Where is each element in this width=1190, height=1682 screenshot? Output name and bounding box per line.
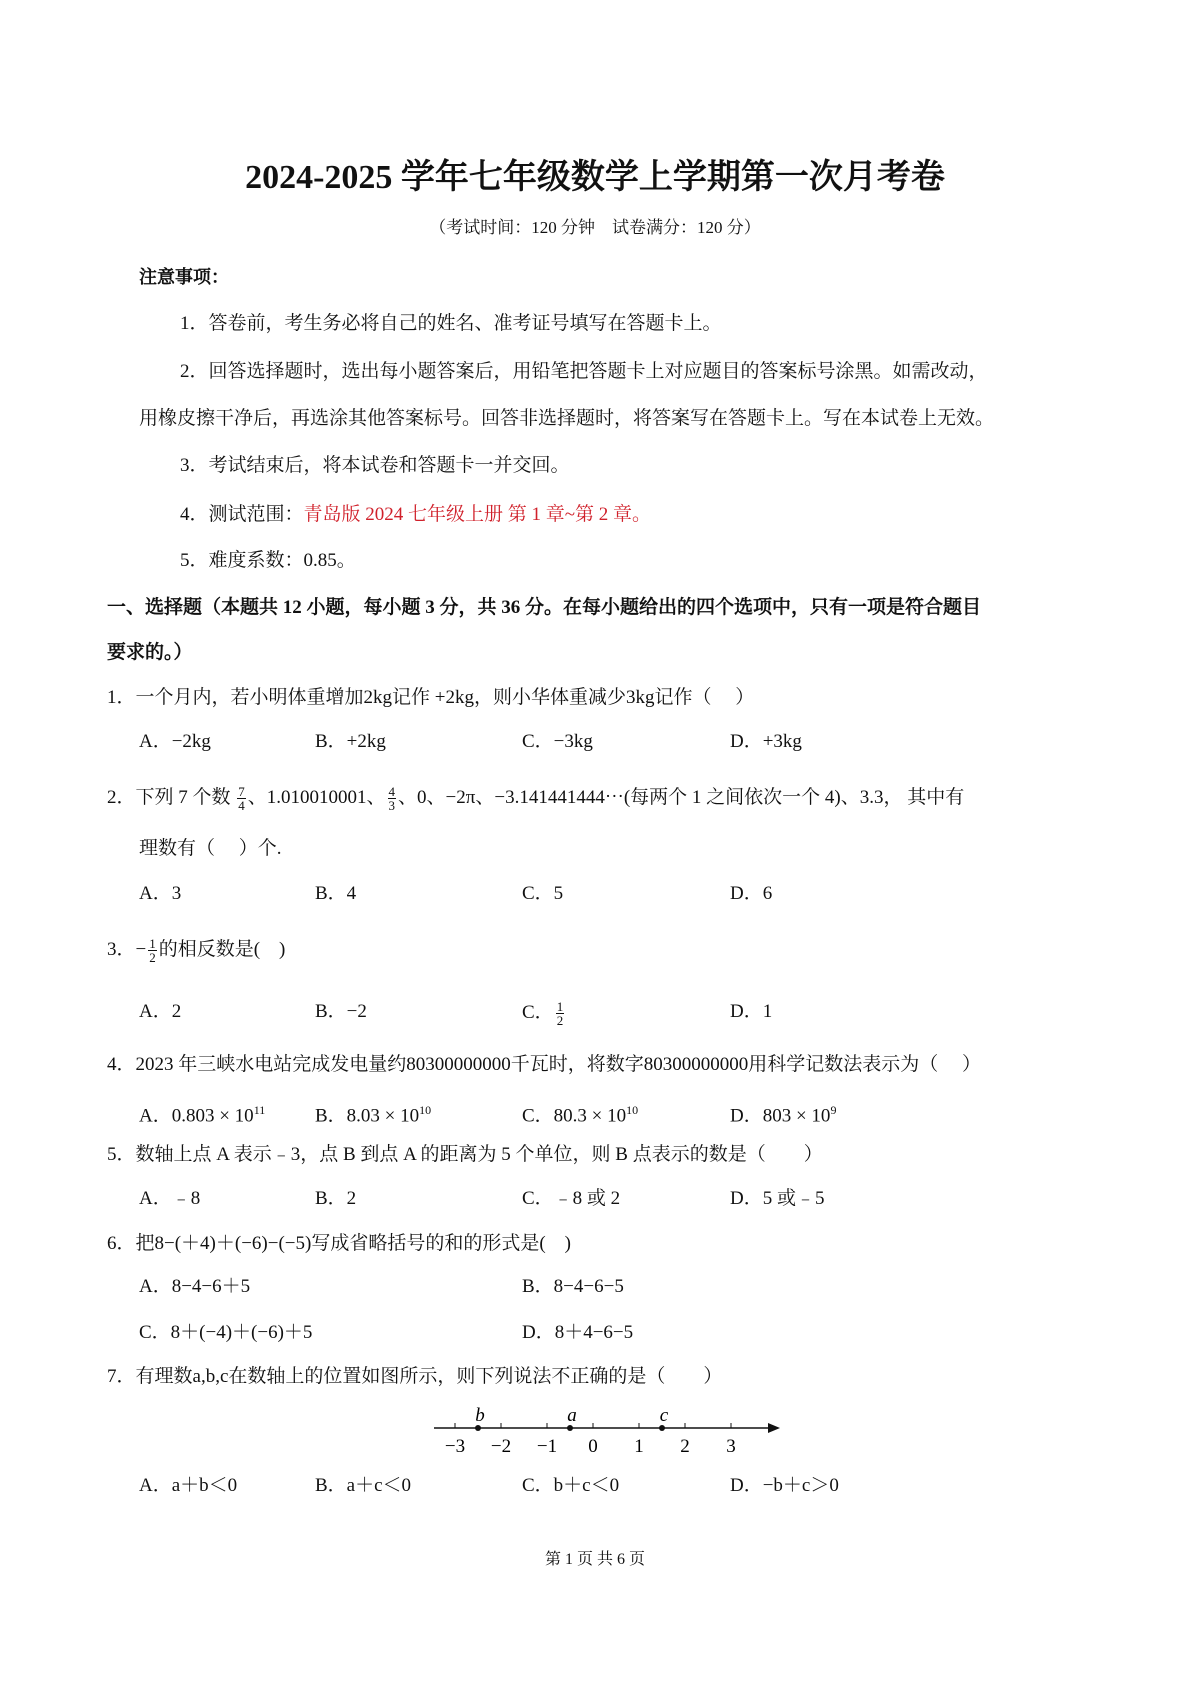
question-number: 4． [107,1054,136,1075]
option-a: A．﹣8 [139,1188,201,1209]
question-text: 下列 7 个数 [135,786,231,808]
option-a: A．3 [139,883,182,904]
question-text: 有理数a,b,c在数轴上的位置如图所示，则下列说法不正确的是（ ） [135,1366,723,1387]
option-d: D．5 或﹣5 [730,1188,825,1209]
note-3: 3．考试结束后，将本试卷和答题卡一并交回。 [180,455,570,476]
note-1: 1．答卷前，考生务必将自己的姓名、准考证号填写在答题卡上。 [180,313,722,334]
option-c: C．$80.3 \times 10^{10}$ [522,1103,639,1127]
question-number: 7． [107,1366,136,1387]
option-a: A．−2kg [139,731,211,752]
note-4 [180,503,651,527]
question-text: 、0、−2π、−3.141441444⋯(每两个 1 之间依次一个 4)、3.3， 其中有 [398,786,965,808]
option-b: B．2 [315,1188,357,1209]
note-4-label: 4．测试范围： [180,504,304,525]
question-5 [107,1143,823,1167]
question-3 [107,937,285,964]
question-text: 数轴上点 A 表示﹣3，点 B 到点 A 的距离为 5 个单位，则 B 点表示的数是（ ） [135,1144,823,1165]
option-b: B．+2kg [315,731,386,752]
minus-sign: − [135,938,147,960]
test-scope: 青岛版 2024 七年级上册 第 1 章~第 2 章。 [303,504,652,525]
question-text: 把8−(＋4)＋(−6)−(−5)写成省略括号的和的形式是( ) [135,1233,571,1254]
fraction: $\frac{7}{4}$ [238,784,245,813]
option-d: D．$803 \times 10^9$ [730,1103,837,1127]
option-d: D．−b＋c＞0 [730,1475,839,1496]
option-b: B．a＋c＜0 [315,1475,412,1496]
option-c: C．b＋c＜0 [522,1475,620,1496]
question-2 [107,785,964,812]
point-label: c [659,1405,669,1426]
option-a: A．$0.803 \times 10^{11}$ [139,1103,266,1127]
question-text: 、1.010010001、 [247,786,386,808]
fraction: $\frac{1}{2}$ [149,936,156,965]
option-c: C．8＋(−4)＋(−6)＋5 [139,1322,313,1343]
option-b: B．4 [315,883,357,904]
option-b: B．8−4−6−5 [522,1276,624,1297]
tick-label: −2 [490,1436,512,1457]
question-text: 一个月内，若小明体重增加2kg记作 +2kg，则小华体重减少3kg记作（ ） [135,687,755,708]
section-heading: 一、选择题（本题共 12 小题，每小题 3 分，共 36 分。在每小题给出的四个选项中，只有一项是符合题目 [107,597,982,618]
notes-heading: 注意事项： [139,267,229,287]
page-footer: 第 1 页 共 6 页 [544,1551,645,1568]
exam-info: （考试时间：120 分钟 试卷满分：120 分） [429,218,761,237]
fraction: $\frac{1}{2}$ [556,999,564,1028]
option-c: C．﹣8 或 2 [522,1188,621,1209]
option-a: A．2 [139,1001,182,1022]
note-2-cont: 用橡皮擦干净后，再选涂其他答案标号。回答非选择题时，将答案写在答题卡上。写在本试卷上无效。 [139,408,995,429]
tick-label: 2 [680,1436,690,1457]
tick-label: −3 [444,1436,466,1457]
point-label: b [475,1405,485,1426]
question-2-cont: 理数有（ ）个. [139,838,282,859]
question-number: 1． [107,687,136,708]
question-1 [107,686,754,710]
option-b: B．−2 [315,1001,367,1022]
question-number: 3． [107,938,136,960]
option-c: C．5 [522,883,564,904]
question-7 [107,1365,722,1389]
option-c: C．−3kg [522,731,593,752]
option-d: D．8＋4−6−5 [522,1322,634,1343]
tick-label: 3 [726,1436,736,1457]
question-number: 5． [107,1144,136,1165]
question-number: 2． [107,786,136,808]
tick-label: 1 [634,1436,644,1457]
option-a: A．8−4−6＋5 [139,1276,251,1297]
note-5: 5．难度系数：0.85。 [180,550,356,571]
question-number: 6． [107,1233,136,1254]
tick-label: −1 [536,1436,558,1457]
note-2: 2．回答选择题时，选出每小题答案后，用铅笔把答题卡上对应题目的答案标号涂黑。如需改动， [180,361,988,382]
arrow-icon [768,1423,780,1433]
question-4 [107,1053,981,1077]
option-d: D．1 [730,1001,773,1022]
question-text: 2023 年三峡水电站完成发电量约80300000000千瓦时，将数字80300000000用科学记数法表示为（ ） [135,1054,982,1075]
fraction: $\frac{4}{3}$ [388,784,396,813]
option-c: C． $\frac{1}{2}$ [522,999,564,1028]
option-d: D．6 [730,883,773,904]
option-a: A．a＋b＜0 [139,1475,238,1496]
number-line-figure [430,1395,790,1465]
option-d: D．+3kg [730,731,802,752]
page-title: 2024-2025 学年七年级数学上学期第一次月考卷 [245,159,945,196]
option-b: B．$8.03 \times 10^{10}$ [315,1103,432,1127]
point-label: a [567,1405,577,1426]
question-6 [107,1232,571,1256]
section-heading-cont: 要求的。） [107,642,193,663]
question-text: 的相反数是( ) [158,938,286,960]
tick-label: 0 [588,1436,598,1457]
